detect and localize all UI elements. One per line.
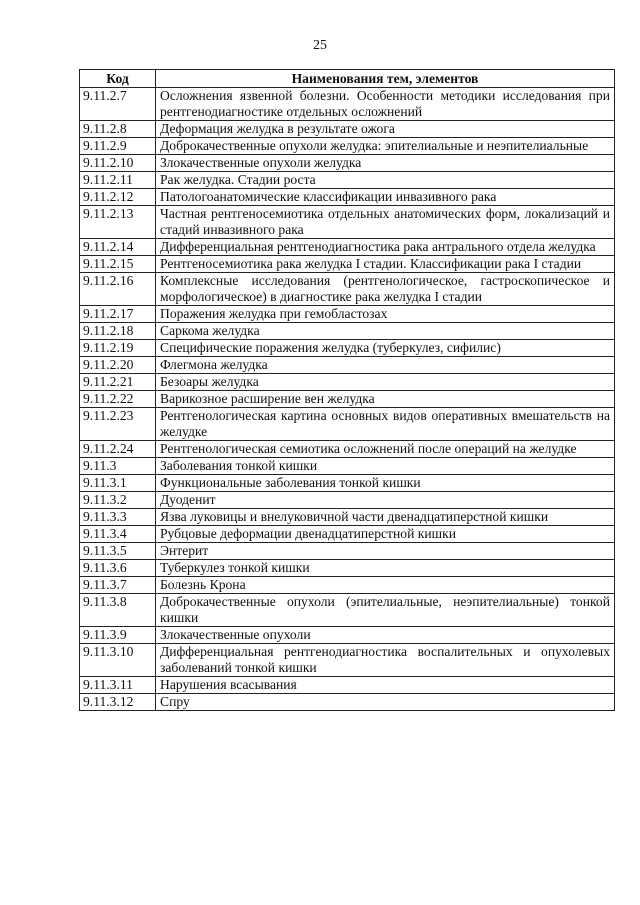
table-row (80, 323, 615, 340)
topics-table (79, 69, 615, 711)
row-code: 9.11.2.22 (80, 391, 156, 408)
row-name: Доброкачественные опухоли (эпителиальные, неэпителиальные) тонкой кишки (156, 594, 615, 627)
row-name: Дифференциальная рентгенодиагностика воспалительных и опухолевых заболеваний тонкой кишки (156, 644, 615, 677)
row-code: 9.11.3.5 (80, 543, 156, 560)
row-code: 9.11.2.23 (80, 408, 156, 441)
row-code: 9.11.2.21 (80, 374, 156, 391)
table-header-row (80, 70, 615, 88)
row-code: 9.11.3.4 (80, 526, 156, 543)
page-number: 25 (313, 38, 327, 53)
table-row (80, 677, 615, 694)
table-row (80, 206, 615, 239)
table-row (80, 138, 615, 155)
row-name: Рубцовые деформации двенадцатиперстной кишки (156, 526, 615, 543)
row-name: Рентгенологическая картина основных видов оперативных вмешательств на желудке (156, 408, 615, 441)
table-row (80, 475, 615, 492)
row-code: 9.11.2.15 (80, 256, 156, 273)
row-code: 9.11.2.24 (80, 441, 156, 458)
table-row (80, 273, 615, 306)
row-code: 9.11.2.20 (80, 357, 156, 374)
row-name: Поражения желудка при гемобластозах (156, 306, 615, 323)
row-name: Заболевания тонкой кишки (156, 458, 615, 475)
row-name: Рентгеносемиотика рака желудка I стадии. Классификации рака I стадии (156, 256, 615, 273)
row-code: 9.11.2.19 (80, 340, 156, 357)
header-name: Наименования тем, элементов (156, 70, 615, 88)
row-code: 9.11.3.9 (80, 627, 156, 644)
table-row (80, 357, 615, 374)
table-row (80, 627, 615, 644)
row-code: 9.11.3.8 (80, 594, 156, 627)
table-row (80, 694, 615, 711)
row-name: Частная рентгеносемиотика отдельных анатомических форм, локализаций и стадий инвазивного рака (156, 206, 615, 239)
row-code: 9.11.2.7 (80, 88, 156, 121)
table-row (80, 441, 615, 458)
row-name: Болезнь Крона (156, 577, 615, 594)
row-name: Безоары желудка (156, 374, 615, 391)
table-row (80, 509, 615, 526)
row-name: Варикозное расширение вен желудка (156, 391, 615, 408)
row-name: Функциональные заболевания тонкой кишки (156, 475, 615, 492)
table-row (80, 340, 615, 357)
table-row (80, 189, 615, 206)
table-row (80, 374, 615, 391)
table-row (80, 155, 615, 172)
row-code: 9.11.2.17 (80, 306, 156, 323)
table-row (80, 306, 615, 323)
row-name: Дифференциальная рентгенодиагностика рака антрального отдела желудка (156, 239, 615, 256)
table-row (80, 88, 615, 121)
row-name: Злокачественные опухоли желудка (156, 155, 615, 172)
table-row (80, 121, 615, 138)
row-code: 9.11.3.7 (80, 577, 156, 594)
table-row (80, 492, 615, 509)
row-name: Дуоденит (156, 492, 615, 509)
row-name: Рак желудка. Стадии роста (156, 172, 615, 189)
row-code: 9.11.2.14 (80, 239, 156, 256)
row-code: 9.11.2.12 (80, 189, 156, 206)
row-name: Флегмона желудка (156, 357, 615, 374)
row-code: 9.11.3 (80, 458, 156, 475)
table-body (80, 88, 615, 711)
table-row (80, 560, 615, 577)
row-name: Злокачественные опухоли (156, 627, 615, 644)
table-row (80, 172, 615, 189)
row-code: 9.11.2.13 (80, 206, 156, 239)
table-row (80, 239, 615, 256)
row-code: 9.11.3.1 (80, 475, 156, 492)
row-code: 9.11.3.6 (80, 560, 156, 577)
row-name: Осложнения язвенной болезни. Особенности методики исследования при рентгенодиагностике отдельных осложнений (156, 88, 615, 121)
header-code: Код (80, 70, 156, 88)
row-name: Патологоанатомические классификации инвазивного рака (156, 189, 615, 206)
row-name: Туберкулез тонкой кишки (156, 560, 615, 577)
table-row (80, 408, 615, 441)
row-name: Специфические поражения желудка (туберкулез, сифилис) (156, 340, 615, 357)
row-code: 9.11.3.3 (80, 509, 156, 526)
row-code: 9.11.2.11 (80, 172, 156, 189)
table-row (80, 458, 615, 475)
row-code: 9.11.3.2 (80, 492, 156, 509)
table-row (80, 256, 615, 273)
row-code: 9.11.3.11 (80, 677, 156, 694)
row-name: Деформация желудка в результате ожога (156, 121, 615, 138)
table-row (80, 577, 615, 594)
row-name: Язва луковицы и внелуковичной части двенадцатиперстной кишки (156, 509, 615, 526)
row-code: 9.11.2.8 (80, 121, 156, 138)
row-name: Саркома желудка (156, 323, 615, 340)
table-row (80, 391, 615, 408)
table-row (80, 594, 615, 627)
row-name: Энтерит (156, 543, 615, 560)
row-name: Комплексные исследования (рентгенологическое, гастроскопическое и морфологическое) в диагностике рака желудка I стадии (156, 273, 615, 306)
row-code: 9.11.3.12 (80, 694, 156, 711)
table-row (80, 644, 615, 677)
row-name: Рентгенологическая семиотика осложнений после операций на желудке (156, 441, 615, 458)
row-code: 9.11.2.18 (80, 323, 156, 340)
row-name: Нарушения всасывания (156, 677, 615, 694)
row-name: Доброкачественные опухоли желудка: эпителиальные и неэпителиальные (156, 138, 615, 155)
row-code: 9.11.2.9 (80, 138, 156, 155)
row-name: Спру (156, 694, 615, 711)
row-code: 9.11.2.10 (80, 155, 156, 172)
table-row (80, 526, 615, 543)
table-row (80, 543, 615, 560)
row-code: 9.11.2.16 (80, 273, 156, 306)
row-code: 9.11.3.10 (80, 644, 156, 677)
